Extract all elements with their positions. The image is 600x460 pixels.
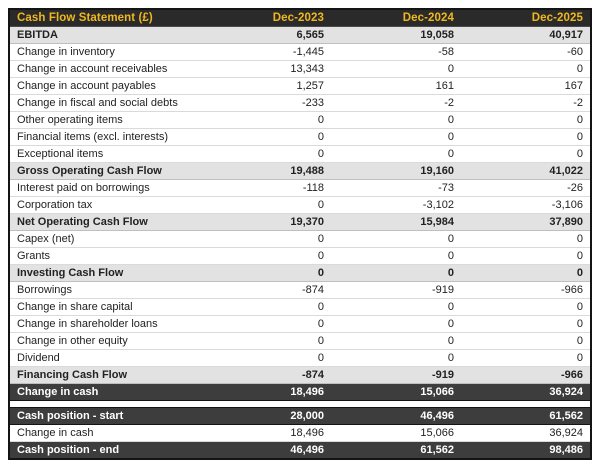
table-row — [9, 95, 591, 112]
row-label: Gross Operating Cash Flow — [9, 163, 201, 180]
row-value-year-3: 61,562 — [461, 408, 591, 425]
row-value-year-1: 0 — [201, 316, 331, 333]
row-label: Change in share capital — [9, 299, 201, 316]
row-value-year-1: -233 — [201, 95, 331, 112]
row-value-year-3: 0 — [461, 129, 591, 146]
row-label: Change in cash — [9, 384, 201, 401]
table-row — [9, 112, 591, 129]
table-row — [9, 265, 591, 282]
row-label: Change in account payables — [9, 78, 201, 95]
row-value-year-1: 18,496 — [201, 384, 331, 401]
table-row — [9, 129, 591, 146]
table-row — [9, 197, 591, 214]
row-value-year-3: -60 — [461, 44, 591, 61]
row-value-year-1: 1,257 — [201, 78, 331, 95]
row-value-year-1: 0 — [201, 299, 331, 316]
table-row — [9, 78, 591, 95]
row-value-year-1 — [201, 401, 331, 408]
row-value-year-2: 0 — [331, 61, 461, 78]
row-label: Corporation tax — [9, 197, 201, 214]
row-value-year-2: 0 — [331, 248, 461, 265]
row-value-year-3: 0 — [461, 316, 591, 333]
row-value-year-1: 28,000 — [201, 408, 331, 425]
row-value-year-3: 40,917 — [461, 27, 591, 44]
row-value-year-2: 19,160 — [331, 163, 461, 180]
row-label: Interest paid on borrowings — [9, 180, 201, 197]
row-label: Capex (net) — [9, 231, 201, 248]
row-label: Change in account receivables — [9, 61, 201, 78]
row-label: Exceptional items — [9, 146, 201, 163]
row-value-year-2: 19,058 — [331, 27, 461, 44]
row-value-year-2: 0 — [331, 316, 461, 333]
row-label: Other operating items — [9, 112, 201, 129]
row-value-year-3: -2 — [461, 95, 591, 112]
row-value-year-2: 161 — [331, 78, 461, 95]
row-value-year-2: 0 — [331, 333, 461, 350]
column-header-year-1: Dec-2023 — [201, 9, 331, 27]
row-value-year-3: 0 — [461, 61, 591, 78]
row-value-year-3: 167 — [461, 78, 591, 95]
row-label: Grants — [9, 248, 201, 265]
table-row — [9, 299, 591, 316]
column-header-year-2: Dec-2024 — [331, 9, 461, 27]
row-value-year-2: 15,066 — [331, 425, 461, 442]
column-header-year-3: Dec-2025 — [461, 9, 591, 27]
row-label: Change in shareholder loans — [9, 316, 201, 333]
row-value-year-1: 0 — [201, 231, 331, 248]
table-row — [9, 282, 591, 299]
cash-flow-table — [8, 8, 592, 460]
spacer-row — [9, 401, 591, 408]
row-label: Borrowings — [9, 282, 201, 299]
row-label: Cash position - end — [9, 442, 201, 460]
table-row — [9, 27, 591, 44]
table-row — [9, 333, 591, 350]
row-value-year-2: 46,496 — [331, 408, 461, 425]
row-label: Change in fiscal and social debts — [9, 95, 201, 112]
row-value-year-1: 0 — [201, 333, 331, 350]
row-label: Change in inventory — [9, 44, 201, 61]
row-value-year-2: 0 — [331, 129, 461, 146]
row-label: Net Operating Cash Flow — [9, 214, 201, 231]
row-value-year-2: 0 — [331, 112, 461, 129]
row-value-year-3: 0 — [461, 248, 591, 265]
row-value-year-2: -2 — [331, 95, 461, 112]
row-value-year-1: 0 — [201, 350, 331, 367]
row-value-year-3: -3,106 — [461, 197, 591, 214]
row-value-year-3: 0 — [461, 231, 591, 248]
row-value-year-3: 36,924 — [461, 425, 591, 442]
table-row — [9, 180, 591, 197]
row-value-year-3: 37,890 — [461, 214, 591, 231]
row-value-year-3: 36,924 — [461, 384, 591, 401]
row-value-year-1: 18,496 — [201, 425, 331, 442]
row-value-year-1: 13,343 — [201, 61, 331, 78]
row-value-year-2: 15,984 — [331, 214, 461, 231]
table-row — [9, 350, 591, 367]
row-value-year-2: 0 — [331, 350, 461, 367]
table-row — [9, 425, 591, 442]
table-header-row — [9, 9, 591, 27]
row-value-year-1: 0 — [201, 112, 331, 129]
row-label: Cash position - start — [9, 408, 201, 425]
table-row — [9, 248, 591, 265]
row-value-year-1: -118 — [201, 180, 331, 197]
row-value-year-1: -874 — [201, 367, 331, 384]
row-value-year-2: 0 — [331, 231, 461, 248]
row-label: EBITDA — [9, 27, 201, 44]
table-row — [9, 61, 591, 78]
table-row — [9, 384, 591, 401]
row-value-year-2: -58 — [331, 44, 461, 61]
row-value-year-2: 0 — [331, 299, 461, 316]
row-value-year-3 — [461, 401, 591, 408]
row-value-year-3: -966 — [461, 282, 591, 299]
row-value-year-1: 0 — [201, 248, 331, 265]
row-value-year-2: 0 — [331, 146, 461, 163]
row-value-year-3: -26 — [461, 180, 591, 197]
row-label — [9, 401, 201, 408]
row-label: Change in other equity — [9, 333, 201, 350]
row-label: Investing Cash Flow — [9, 265, 201, 282]
table-row — [9, 316, 591, 333]
row-value-year-1: 19,488 — [201, 163, 331, 180]
row-value-year-2: -919 — [331, 282, 461, 299]
table-row — [9, 146, 591, 163]
row-value-year-3: 0 — [461, 350, 591, 367]
row-value-year-3: 0 — [461, 146, 591, 163]
row-value-year-1: 0 — [201, 197, 331, 214]
table-row — [9, 408, 591, 425]
row-value-year-2: -919 — [331, 367, 461, 384]
row-value-year-2: 61,562 — [331, 442, 461, 460]
row-label: Financing Cash Flow — [9, 367, 201, 384]
row-value-year-1: 19,370 — [201, 214, 331, 231]
row-value-year-2: -3,102 — [331, 197, 461, 214]
row-value-year-1: -874 — [201, 282, 331, 299]
row-value-year-3: 0 — [461, 112, 591, 129]
row-value-year-2: 0 — [331, 265, 461, 282]
row-value-year-2: 15,066 — [331, 384, 461, 401]
table-title: Cash Flow Statement (£) — [9, 9, 201, 27]
row-value-year-2: -73 — [331, 180, 461, 197]
table-row — [9, 367, 591, 384]
table-row — [9, 44, 591, 61]
row-value-year-2 — [331, 401, 461, 408]
row-label: Dividend — [9, 350, 201, 367]
row-value-year-3: 98,486 — [461, 442, 591, 460]
row-value-year-3: 0 — [461, 299, 591, 316]
table-row — [9, 214, 591, 231]
table-row — [9, 442, 591, 460]
row-value-year-3: 0 — [461, 333, 591, 350]
row-value-year-1: 0 — [201, 129, 331, 146]
row-value-year-3: -966 — [461, 367, 591, 384]
row-value-year-3: 41,022 — [461, 163, 591, 180]
row-label: Financial items (excl. interests) — [9, 129, 201, 146]
table-row — [9, 163, 591, 180]
table-row — [9, 231, 591, 248]
row-label: Change in cash — [9, 425, 201, 442]
row-value-year-3: 0 — [461, 265, 591, 282]
row-value-year-1: 0 — [201, 265, 331, 282]
row-value-year-1: 46,496 — [201, 442, 331, 460]
row-value-year-1: 0 — [201, 146, 331, 163]
row-value-year-1: 6,565 — [201, 27, 331, 44]
row-value-year-1: -1,445 — [201, 44, 331, 61]
